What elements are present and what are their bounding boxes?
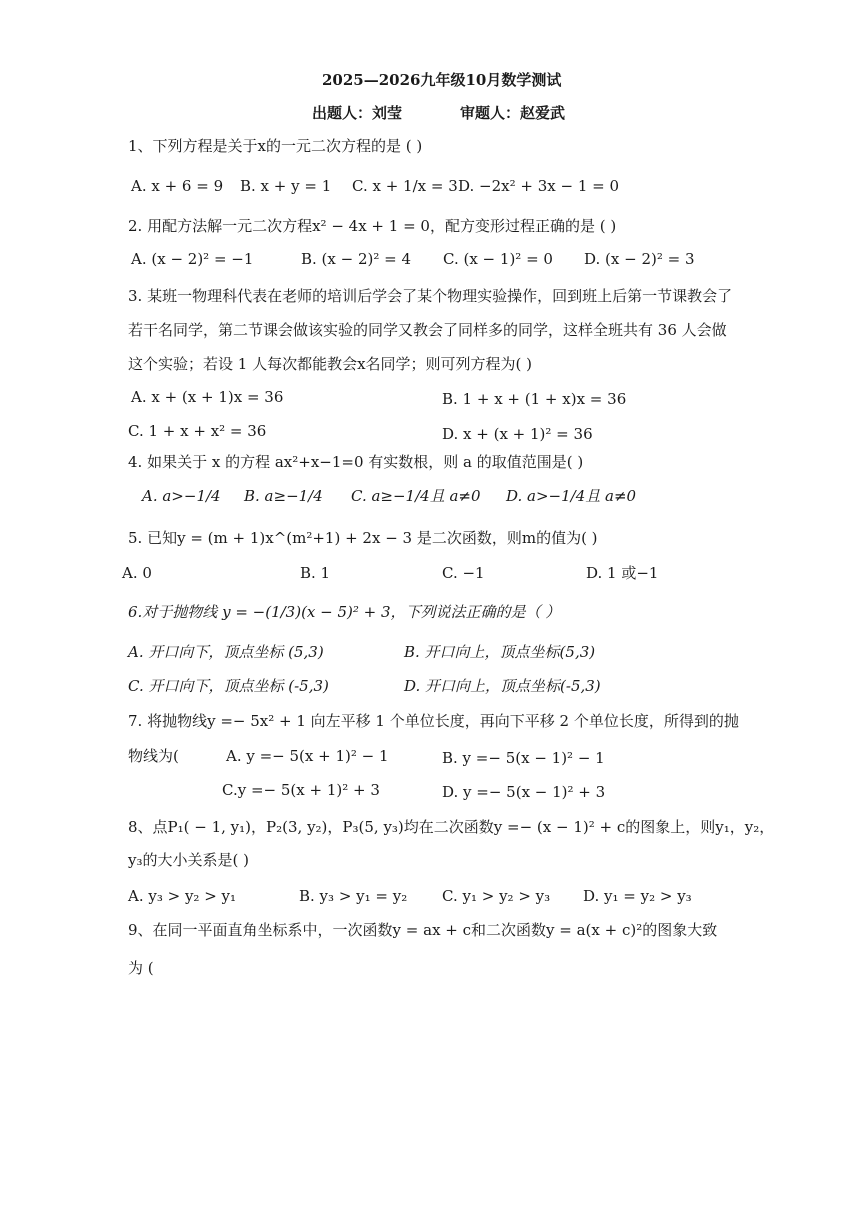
question-2-option-c: C. (x − 1)² = 0 [443,250,553,268]
question-8-option-a: A. y₃ > y₂ > y₁ [128,887,237,905]
question-8-option-d: D. y₁ = y₂ > y₃ [583,887,692,905]
question-7-stem-line-2: 物线为( [128,747,179,765]
question-6-option-d: D. 开口向上，顶点坐标(-5,3) [404,677,601,695]
question-3-option-b: B. 1 + x + (1 + x)x = 36 [442,390,627,408]
question-5-option-a: A. 0 [122,564,152,582]
question-8-stem-line-1: 8、点P₁( − 1, y₁)，P₂(3, y₂)，P₃(5, y₃)均在二次函数y =− (x − 1)² + c的图象上，则y₁，y₂， [128,818,775,836]
question-9-stem-line-1: 9、在同一平面直角坐标系中，一次函数y = ax + c和二次函数y = a(x + c)²的图象大致 [128,921,718,939]
question-8-stem-line-2: y₃的大小关系是( ) [128,851,249,869]
question-4-option-c: C. a≥−1/4且 a≠0 [351,487,481,505]
question-2-stem: 2. 用配方法解一元二次方程x² − 4x + 1 = 0，配方变形过程正确的是 ( ) [128,217,617,235]
question-6-option-b: B. 开口向上，顶点坐标(5,3) [404,643,596,661]
question-2-option-d: D. (x − 2)² = 3 [584,250,695,268]
question-8-option-c: C. y₁ > y₂ > y₃ [442,887,551,905]
question-4-option-b: B. a≥−1/4 [244,487,323,505]
question-2-option-a: A. (x − 2)² = −1 [131,250,254,268]
question-5-option-b: B. 1 [300,564,331,582]
reviewer-label: 审题人：赵爱武 [460,104,566,122]
question-1-stem: 1、下列方程是关于x的一元二次方程的是 ( ) [128,137,423,155]
question-6-option-a: A. 开口向下，顶点坐标 (5,3) [128,643,324,661]
question-3-option-d: D. x + (x + 1)² = 36 [442,425,593,443]
question-7-option-a: A. y =− 5(x + 1)² − 1 [226,747,389,765]
question-2-option-b: B. (x − 2)² = 4 [301,250,412,268]
question-3-stem-line-3: 这个实验；若设 1 人每次都能教会x名同学；则可列方程为( ) [128,355,533,373]
question-7-stem-line-1: 7. 将抛物线y =− 5x² + 1 向左平移 1 个单位长度，再向下平移 2 个单位长度，所得到的抛 [128,712,739,730]
question-4-option-d: D. a>−1/4且 a≠0 [506,487,637,505]
question-1-option-d: D. −2x² + 3x − 1 = 0 [458,177,620,195]
question-3-option-c: C. 1 + x + x² = 36 [128,422,267,440]
question-6-stem: 6.对于抛物线 y = −(1/3)(x − 5)² + 3，下列说法正确的是（ ） [128,603,561,621]
question-5-option-c: C. −1 [442,564,485,582]
question-1-option-a: A. x + 6 = 9 [131,177,224,195]
question-9-stem-line-2: 为 ( [128,959,154,977]
question-8-option-b: B. y₃ > y₁ = y₂ [299,887,408,905]
question-3-stem-line-2: 若干名同学，第二节课会做该实验的同学又教会了同样多的同学，这样全班共有 36 人会做 [128,321,727,339]
question-5-option-d: D. 1 或−1 [586,564,659,582]
question-7-option-b: B. y =− 5(x − 1)² − 1 [442,749,605,767]
question-4-stem: 4. 如果关于 x 的方程 ax²+x−1=0 有实数根，则 a 的取值范围是( ) [128,453,584,471]
page-title: 2025—2026九年级10月数学测试 [322,71,562,89]
question-6-option-c: C. 开口向下，顶点坐标 (-5,3) [128,677,329,695]
author-label: 出题人：刘莹 [312,104,403,122]
question-4-option-a: A. a>−1/4 [142,487,221,505]
question-3-option-a: A. x + (x + 1)x = 36 [131,388,284,406]
question-1-option-c: C. x + 1/x = 3 [352,177,458,195]
question-7-option-c: C.y =− 5(x + 1)² + 3 [222,781,380,799]
question-7-option-d: D. y =− 5(x − 1)² + 3 [442,783,606,801]
question-5-stem: 5. 已知y = (m + 1)x^(m²+1) + 2x − 3 是二次函数，则m的值为( ) [128,529,598,547]
question-3-stem-line-1: 3. 某班一物理科代表在老师的培训后学会了某个物理实验操作，回到班上后第一节课教会了 [128,287,733,305]
question-1-option-b: B. x + y = 1 [240,177,332,195]
